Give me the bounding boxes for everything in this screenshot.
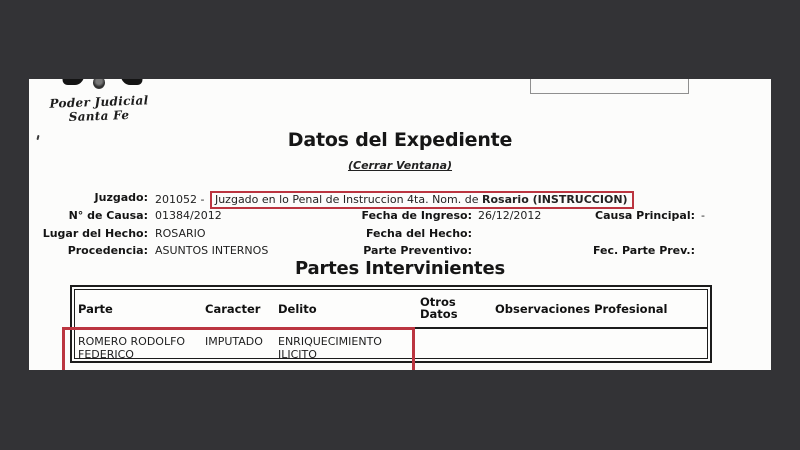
fecha-ingreso-value: 26/12/2012 — [478, 209, 542, 222]
fec-parte-prev-label: Fec. Parte Prev.: — [592, 244, 695, 257]
causa-value: 01384/2012 — [155, 209, 222, 222]
table-row — [75, 329, 707, 361]
parte-preventivo-label: Parte Preventivo: — [363, 244, 472, 257]
column-header-caracter: Caracter — [205, 302, 261, 316]
juzgado-value — [155, 191, 634, 209]
lugar-hecho-label: Lugar del Hecho: — [42, 227, 148, 240]
lugar-hecho-value: ROSARIO — [155, 227, 206, 240]
logo-crest-icon — [93, 79, 105, 89]
field-row-juzgado — [29, 191, 771, 205]
parties-table-header — [75, 290, 707, 329]
juzgado-court-name: Juzgado en lo Penal de Instruccion 4ta. Nom. de — [214, 193, 482, 206]
logo-left-wing-icon — [61, 79, 84, 85]
juzgado-label: Juzgado: — [94, 191, 148, 204]
causa-label: N° de Causa: — [68, 209, 148, 222]
logo-text-line1: Poder Judicial — [49, 93, 149, 111]
column-header-observaciones: Observaciones Profesional — [495, 302, 668, 316]
cell-delito: ENRIQUECIMIENTO ILICITO — [278, 335, 382, 361]
close-window-link[interactable]: (Cerrar Ventana) — [347, 159, 453, 172]
field-row-lugar — [29, 227, 771, 241]
highlight-box-juzgado — [210, 191, 634, 209]
procedencia-label: Procedencia: — [67, 244, 148, 257]
fecha-hecho-label: Fecha del Hecho: — [365, 227, 472, 240]
logo-right-wing-icon — [121, 79, 144, 85]
page-title: Datos del Expediente — [287, 129, 513, 151]
fecha-ingreso-label: Fecha de Ingreso: — [361, 209, 472, 222]
juzgado-court-city: Rosario (INSTRUCCION) — [482, 193, 628, 206]
document-scan — [29, 79, 771, 370]
logo-text-line2: Santa Fe — [68, 107, 130, 125]
parties-table — [70, 285, 712, 363]
column-header-otros-datos: Otros Datos — [420, 295, 458, 321]
cutoff-form-box — [530, 79, 689, 94]
causa-principal-label: Causa Principal: — [595, 209, 695, 222]
column-header-parte: Parte — [78, 302, 113, 316]
field-row-procedencia — [29, 244, 771, 258]
procedencia-value: ASUNTOS INTERNOS — [155, 244, 269, 257]
cell-parte: ROMERO RODOLFO FEDERICO — [78, 335, 186, 361]
juzgado-code: 201052 - — [155, 193, 208, 206]
field-row-causa — [29, 209, 771, 223]
column-header-delito: Delito — [278, 302, 317, 316]
section-title-partes: Partes Intervinientes — [295, 258, 505, 279]
cell-caracter: IMPUTADO — [205, 335, 263, 348]
causa-principal-value: - — [701, 209, 705, 222]
parties-table-inner-border — [74, 289, 708, 359]
